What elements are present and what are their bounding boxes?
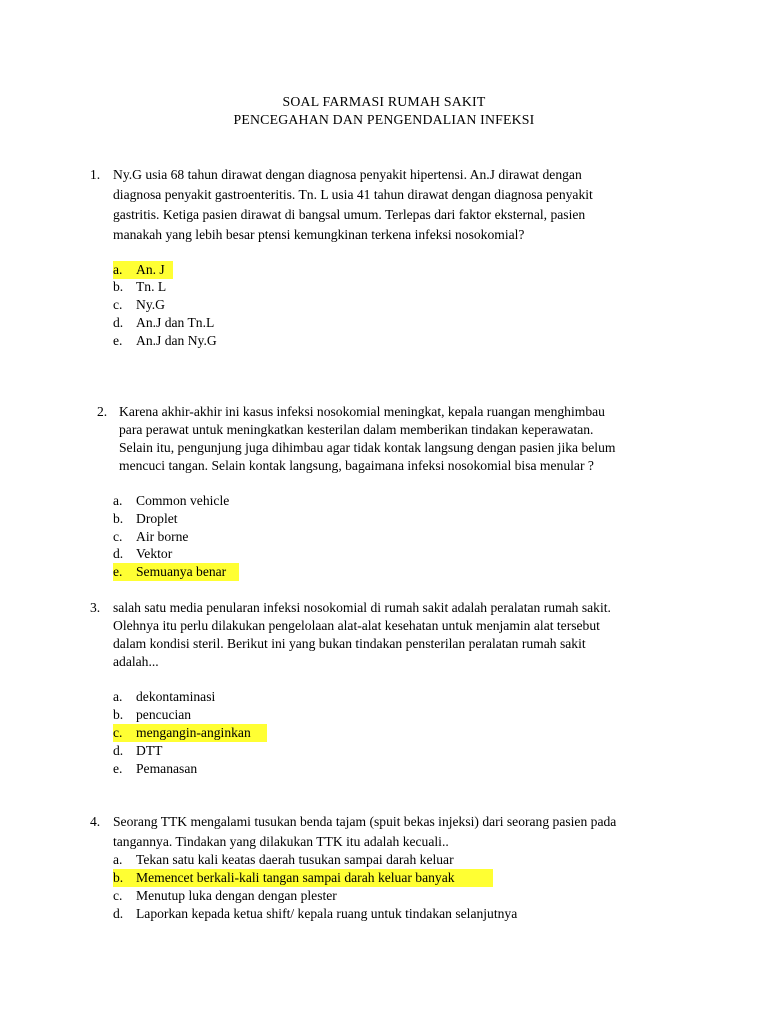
option-letter: e. <box>113 761 123 776</box>
document-title-line-2: PENCEGAHAN DAN PENGENDALIAN INFEKSI <box>233 112 535 127</box>
option-letter: a. <box>113 689 123 704</box>
option-text: Pemanasan <box>136 761 198 776</box>
option-text: Memencet berkali-kali tangan sampai darah keluar banyak <box>136 870 455 885</box>
question-text-line: dalam kondisi steril. Berikut ini yang bukan tindakan pensterilan peralatan rumah sakit <box>113 636 586 651</box>
option-text: dekontaminasi <box>136 689 216 704</box>
option-text: DTT <box>136 743 163 758</box>
option-letter: e. <box>113 333 123 348</box>
option-text: Common vehicle <box>136 493 230 508</box>
question-text-line: mencuci tangan. Selain kontak langsung, bagaimana infeksi nosokomial bisa menular ? <box>119 458 594 473</box>
option-text: Ny.G <box>136 297 165 312</box>
answer-option-e-highlighted <box>113 563 239 581</box>
option-letter: c. <box>113 888 123 903</box>
answer-option-a-highlighted <box>113 261 173 279</box>
option-text: Laporkan kepada ketua shift/ kepala ruang untuk tindakan selanjutnya <box>136 906 518 921</box>
option-text: Semuanya benar <box>136 564 227 579</box>
question-text-line: Ny.G usia 68 tahun dirawat dengan diagnosa penyakit hipertensi. An.J dirawat dengan <box>113 167 582 182</box>
option-letter: d. <box>113 743 124 758</box>
question-number: 4. <box>90 814 101 829</box>
option-letter: b. <box>113 511 124 526</box>
question-text-line: para perawat untuk meningkatkan kesterilan dalam memberikan tindakan keperawatan. <box>119 422 594 437</box>
question-text-line: Selain itu, pengunjung juga dihimbau agar tidak kontak langsung dengan pasien jika belum <box>119 440 616 455</box>
option-text: Droplet <box>136 511 178 526</box>
question-number: 3. <box>90 600 101 615</box>
question-text-line: Seorang TTK mengalami tusukan benda tajam (spuit bekas injeksi) dari seorang pasien pada <box>113 814 617 829</box>
option-letter: c. <box>113 725 123 740</box>
question-text-line: Karena akhir-akhir ini kasus infeksi nosokomial meningkat, kepala ruangan menghimbau <box>119 404 605 419</box>
option-letter: c. <box>113 297 123 312</box>
option-letter: d. <box>113 315 124 330</box>
question-number: 2. <box>97 404 108 419</box>
question-text-line: diagnosa penyakit gastroenteritis. Tn. L usia 41 tahun dirawat dengan diagnosa penyakit <box>113 187 593 202</box>
option-letter: b. <box>113 279 124 294</box>
option-text: Menutup luka dengan dengan plester <box>136 888 337 903</box>
option-text: Air borne <box>136 529 189 544</box>
option-letter: a. <box>113 852 123 867</box>
question-text-line: tangannya. Tindakan yang dilakukan TTK itu adalah kecuali.. <box>113 834 449 849</box>
option-letter: d. <box>113 906 124 921</box>
question-text-line: manakah yang lebih besar ptensi kemungkinan terkena infeksi nosokomial? <box>113 227 525 242</box>
option-text: An.J dan Tn.L <box>136 315 215 330</box>
question-text-line: gastritis. Ketiga pasien dirawat di bangsal umum. Terlepas dari faktor eksternal, pasien <box>113 207 586 222</box>
option-text: An. J <box>136 262 165 277</box>
option-text: An.J dan Ny.G <box>136 333 217 348</box>
question-text-line: adalah... <box>113 654 159 669</box>
question-text-line: salah satu media penularan infeksi nosokomial di rumah sakit adalah peralatan rumah sakit. <box>113 600 611 615</box>
option-text: Tekan satu kali keatas daerah tusukan sampai darah keluar <box>136 852 454 867</box>
question-text-line: Olehnya itu perlu dilakukan pengelolaan alat-alat kesehatan untuk menjamin alat tersebut <box>113 618 600 633</box>
option-text: mengangin-anginkan <box>136 725 251 740</box>
option-text: Vektor <box>136 546 173 561</box>
option-letter: a. <box>113 262 123 277</box>
option-letter: b. <box>113 870 124 885</box>
question-number: 1. <box>90 167 101 182</box>
answer-option-c-highlighted <box>113 724 267 742</box>
option-letter: e. <box>113 564 123 579</box>
answer-option-b-highlighted <box>113 869 493 887</box>
option-text: Tn. L <box>136 279 167 294</box>
option-letter: b. <box>113 707 124 722</box>
option-letter: d. <box>113 546 124 561</box>
option-letter: a. <box>113 493 123 508</box>
document-title-line-1: SOAL FARMASI RUMAH SAKIT <box>282 94 486 109</box>
option-letter: c. <box>113 529 123 544</box>
option-text: pencucian <box>136 707 192 722</box>
